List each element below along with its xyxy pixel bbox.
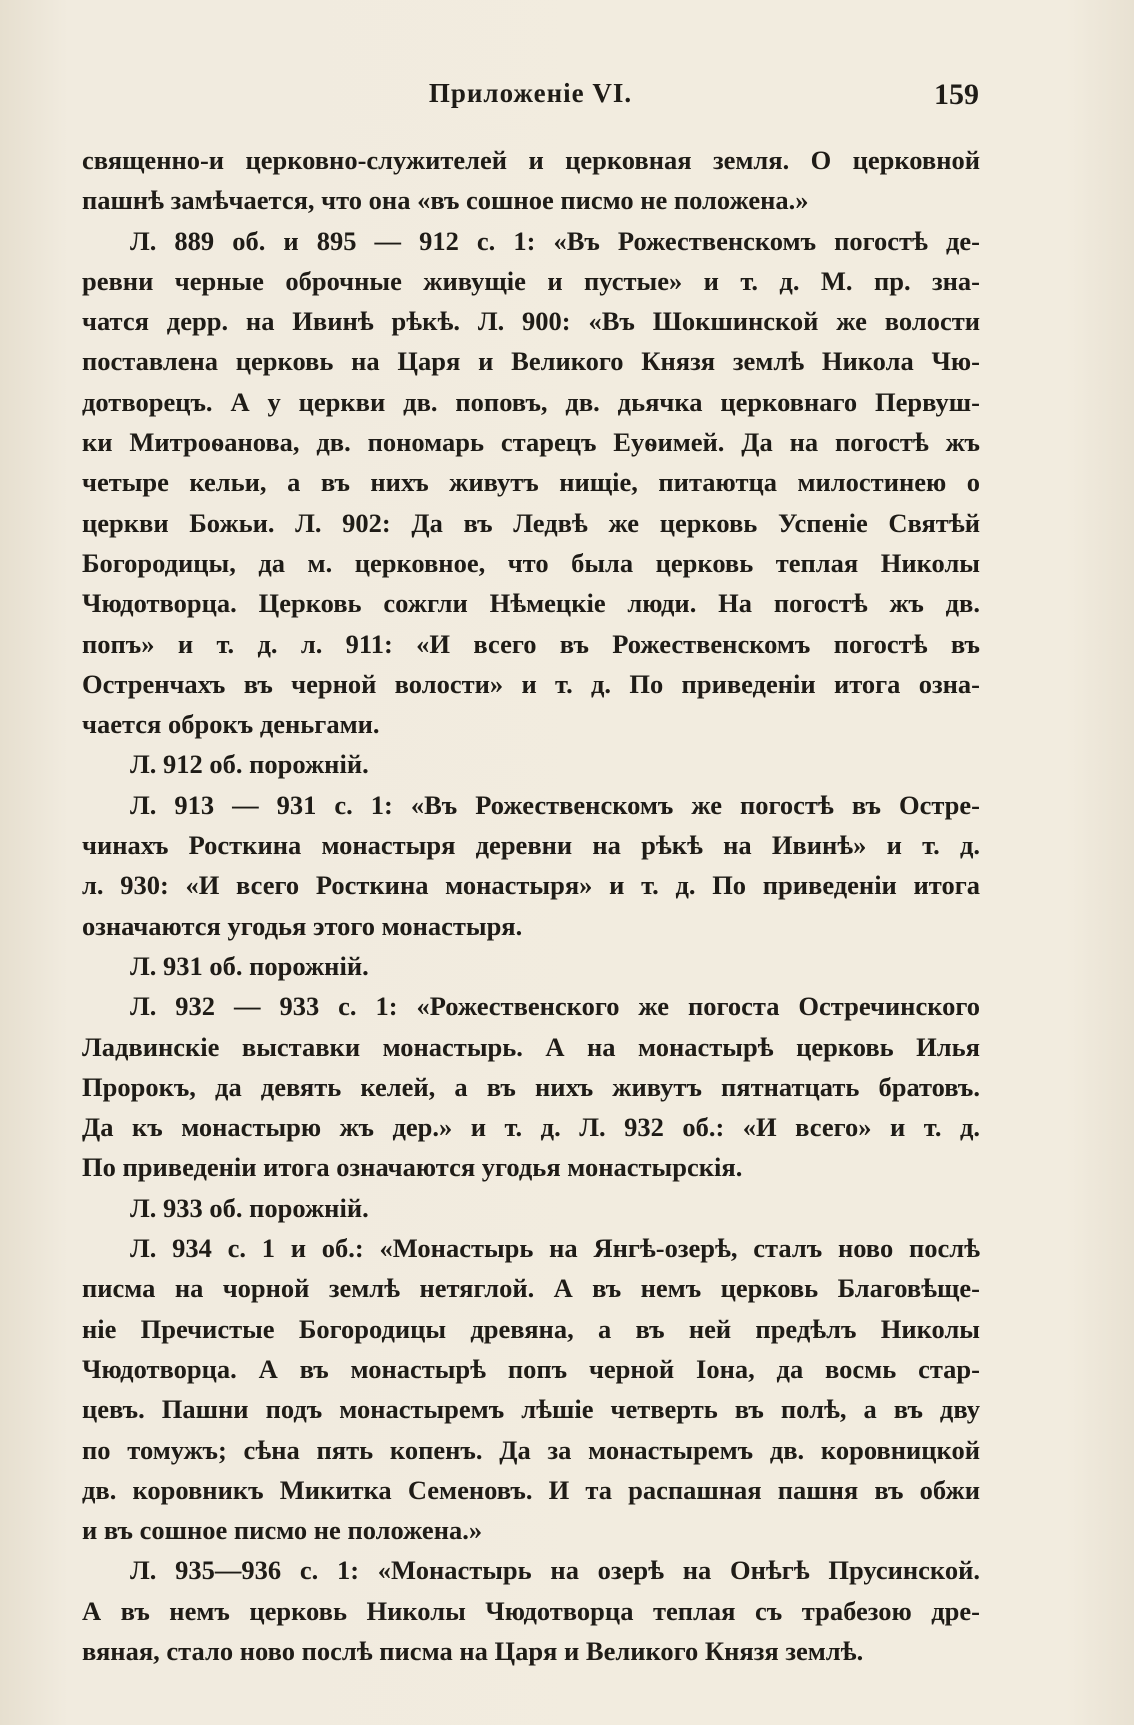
text-line: А въ немъ церковь Николы Чюдотворца теплая съ трабезою дре- bbox=[82, 1595, 980, 1626]
text-line: попъ» и т. д. л. 911: «И всего въ Рожественскомъ погостѣ въ bbox=[82, 628, 980, 659]
page-number: 159 bbox=[934, 78, 979, 111]
text-line: Л. 913 — 931 с. 1: «Въ Рожественскомъ же погостѣ въ Остре- bbox=[130, 789, 980, 820]
body-text bbox=[82, 140, 980, 1671]
text-line: ревни черные оброчные живущіе и пустые» и т. д. М. пр. зна- bbox=[82, 265, 980, 296]
paragraph bbox=[82, 1550, 980, 1671]
text-line: дв. коровникъ Микитка Семеновъ. И та распашная пашня въ обжи bbox=[82, 1474, 980, 1505]
text-line: Пророкъ, да девять келей, а въ нихъ живутъ пятнатцать братовъ. bbox=[82, 1071, 980, 1102]
paragraph bbox=[82, 140, 980, 221]
paragraph bbox=[82, 1188, 980, 1228]
text-line: пашнѣ замѣчается, что она «въ сошное писмо не положена.» bbox=[82, 185, 809, 216]
text-line: вяная, стало ново послѣ писма на Царя и Великого Князя землѣ. bbox=[82, 1635, 864, 1666]
text-line: Чюдотворца. А въ монастырѣ попъ черной Іона, да восмь стар- bbox=[82, 1353, 980, 1384]
text-line: дотворецъ. А у церкви дв. поповъ, дв. дьячка церковнаго Первуш- bbox=[82, 386, 980, 417]
text-line: ніе Пречистые Богородицы древяна, а въ ней предѣлъ Николы bbox=[82, 1313, 980, 1344]
text-line: чатся дерр. на Ивинѣ рѣкѣ. Л. 900: «Въ Шокшинской же волости bbox=[82, 306, 980, 337]
text-line: Чюдотворца. Церковь сожгли Нѣмецкіе люди. На погостѣ жъ дв. bbox=[82, 588, 980, 619]
text-line: церкви Божьи. Л. 902: Да въ Ледвѣ же церковь Успеніе Святѣй bbox=[82, 507, 980, 538]
text-line: Л. 912 об. порожній. bbox=[130, 749, 369, 780]
paragraph bbox=[82, 986, 980, 1187]
text-line: и въ сошное писмо не положена.» bbox=[82, 1515, 483, 1546]
text-line: чается оброкъ деньгами. bbox=[82, 709, 380, 740]
text-line: означаются угодья этого монастыря. bbox=[82, 910, 523, 941]
text-line: писма на чорной землѣ нетяглой. А въ немъ церковь Благовѣще- bbox=[82, 1273, 980, 1304]
text-line: по томужъ; сѣна пять копенъ. Да за монастыремъ дв. коровницкой bbox=[82, 1434, 980, 1465]
paragraph bbox=[82, 1228, 980, 1550]
text-line: цевъ. Пашни подъ монастыремъ лѣшіе четверть въ полѣ, а въ дву bbox=[82, 1394, 980, 1425]
text-line: л. 930: «И всего Росткина монастыря» и т. д. По приведеніи итога bbox=[82, 870, 980, 901]
page-header bbox=[82, 78, 979, 118]
text-line: чинахъ Росткина монастыря деревни на рѣкѣ на Ивинѣ» и т. д. bbox=[82, 830, 980, 861]
paragraph bbox=[82, 221, 980, 745]
text-line: Л. 935—936 с. 1: «Монастырь на озерѣ на Онѣгѣ Прусинской. bbox=[130, 1555, 980, 1586]
text-line: священно-и церковно-служителей и церковная земля. О церковной bbox=[82, 145, 980, 175]
paragraph bbox=[82, 785, 980, 946]
text-line: Да къ монастырю жъ дер.» и т. д. Л. 932 об.: «И всего» и т. д. bbox=[82, 1112, 980, 1143]
text-line: Л. 932 — 933 с. 1: «Рожественского же погоста Остречинского bbox=[130, 991, 980, 1022]
text-line: поставлена церковь на Царя и Великого Князя землѣ Никола Чю- bbox=[82, 346, 980, 377]
text-line: ки Митроѳанова, дв. пономарь старецъ Еуѳимей. Да на погостѣ жъ bbox=[82, 427, 980, 458]
running-head: Приложеніе VI. bbox=[428, 78, 633, 108]
text-line: четыре кельи, а въ нихъ живутъ нищіе, питаютца милостинею о bbox=[82, 467, 980, 498]
text-line: Остренчахъ въ черной волости» и т. д. По приведеніи итога озна- bbox=[82, 668, 980, 699]
text-line: Л. 934 с. 1 и об.: «Монастырь на Янгѣ-озерѣ, сталъ ново послѣ bbox=[130, 1233, 980, 1264]
paragraph bbox=[82, 946, 980, 986]
text-line: По приведеніи итога означаются угодья монастырскія. bbox=[82, 1152, 743, 1183]
text-line: Л. 889 об. и 895 — 912 с. 1: «Въ Рожественскомъ погостѣ де- bbox=[130, 225, 980, 256]
text-line: Ладвинскіе выставки монастырь. А на монастырѣ церковь Илья bbox=[82, 1031, 980, 1062]
text-line: Л. 933 об. порожній. bbox=[130, 1192, 369, 1223]
text-line: Л. 931 об. порожній. bbox=[130, 950, 369, 981]
paragraph bbox=[82, 744, 980, 784]
text-line: Богородицы, да м. церковное, что была церковь теплая Николы bbox=[82, 547, 980, 578]
